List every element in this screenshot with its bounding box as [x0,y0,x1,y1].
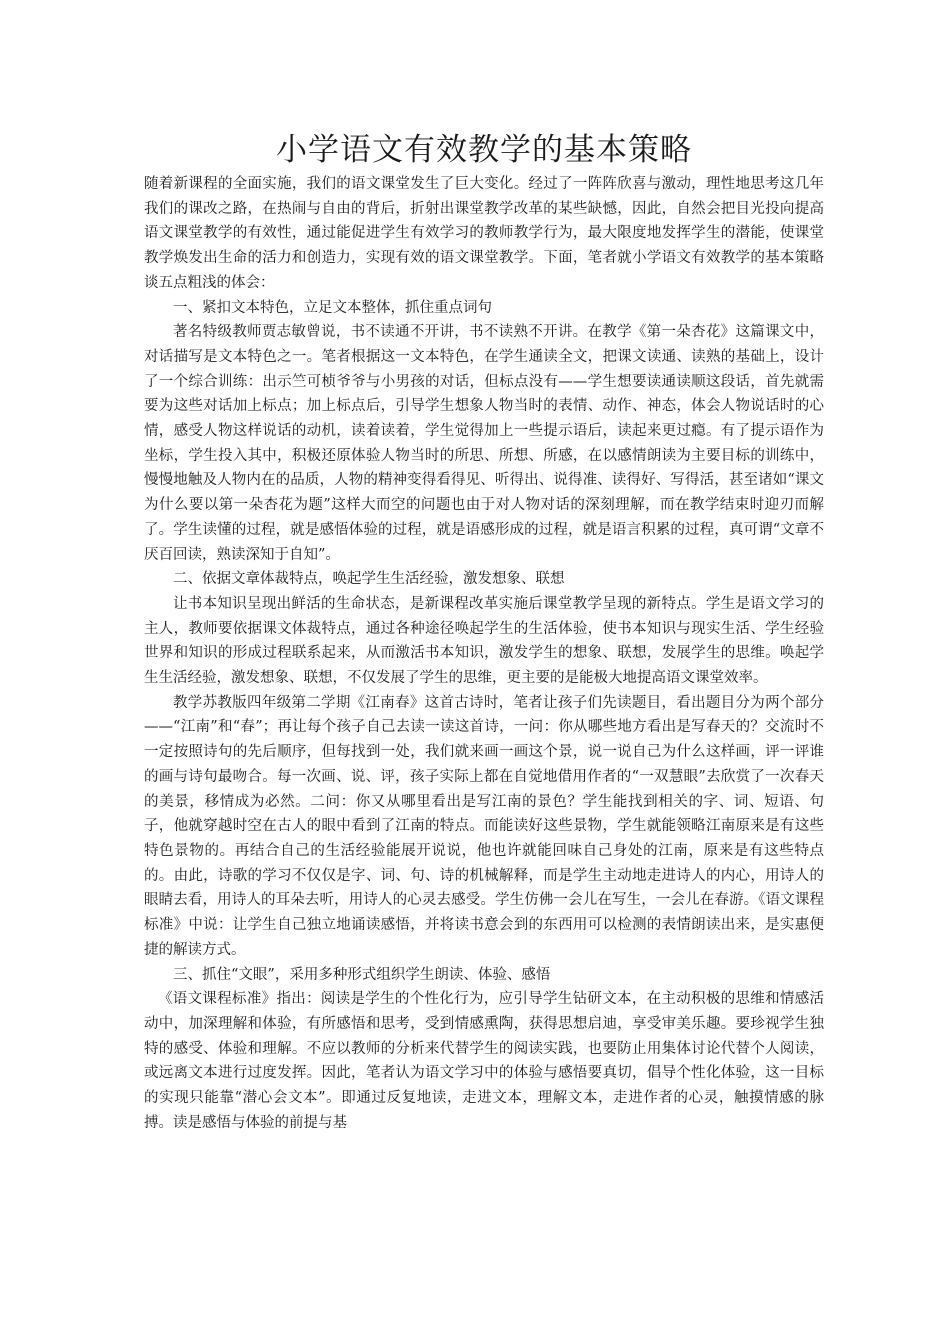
section1-paragraph: 著名特级教师贾志敏曾说，书不读通不开讲，书不读熟不开讲。在教学《第一朵杏花》这篇课文中，对话描写是文本特色之一。笔者根据这一文本特色，在学生通读全文，把课文读通、读熟的基础上，设计了一个综合训练：出示竺可桢爷爷与小男孩的对话，但标点没有——学生想要读通读顺这段话，首先就需要为这些对话加上标点；加上标点后，引导学生想象人物当时的表情、动作、神态，体会人物说话时的心情，感受人物这样说话的动机，读着读着，学生觉得加上一些提示语后，读起来更过瘾。有了提示语作为坐标，学生投入其中，积极还原体验人物当时的所思、所想、所感，在以感情朗读为主要目标的训练中，慢慢地触及人物内在的品质，人物的精神变得看得见、听得出、说得准、读得好、写得活，甚至诸如“课文为什么要以第一朵杏花为题”这样大而空的问题也由于对人物对话的深刻理解，而在教学结束时迎刃而解了。学生读懂的过程，就是感悟体验的过程，就是语感形成的过程，就是语言积累的过程，真可谓“文章不厌百回读，熟读深知于自知”。 [144,324,824,563]
section-heading-2: 二、依据文章体裁特点，唤起学生生活经验，激发想象、联想 [173,571,565,588]
section2-paragraph-1: 让书本知识呈现出鲜活的生命状态，是新课程改革实施后课堂教学呈现的新特点。学生是语文学习的主人，教师要依据课文体裁特点，通过各种途径唤起学生的生活体验，使书本知识与现实生活、学生经验世界和知识的形成过程联系起来，从而激活书本知识，激发学生的想象、联想，发展学生的思维。唤起学生生活经验，激发想象、联想，不仅发展了学生的思维，更主要的是能极大地提高语文课堂效率。 [144,595,824,687]
section-heading-3: 三、抓住“文眼”，采用多种形式组织学生朗读、体验、感悟 [173,966,551,983]
intro-paragraph: 随着新课程的全面实施，我们的语文课堂发生了巨大变化。经过了一阵阵欣喜与激动，理性地思考这几年我们的课改之路，在热闹与自由的背后，折射出课堂教学改革的某些缺憾，因此，自然会把目光投向提高语文课堂教学的有效性，通过能促进学生有效学习的教师教学行为，最大限度地发挥学生的潜能，使课堂教学焕发出生命的活力和创造力，实现有效的语文课堂教学。下面，笔者就小学语文有效教学的基本策略谈五点粗浅的体会： [144,176,824,291]
document-title: 小学语文有效教学的基本策略 [276,132,692,168]
section3-paragraph: 《语文课程标准》指出：阅读是学生的个性化行为，应引导学生钻研文本，在主动积极的思维和情感活动中，加深理解和体验，有所感悟和思考，受到情感熏陶，获得思想启迪，享受审美乐趣。要珍视学生独特的感受、体验和理解。不应以教师的分析来代替学生的阅读实践，也要防止用集体讨论代替个人阅读，或远离文本进行过度发挥。因此，笔者认为语文学习中的体验与感悟要真切，倡导个性化体验，这一目标的实现只能靠“潜心会文本”。即通过反复地读，走进文本，理解文本，走进作者的心灵，触摸情感的脉搏。读是感悟与体验的前提与基 [144,991,824,1131]
section-heading-1: 一、紧扣文本特色，立足文本整体，抓住重点词句 [173,299,492,316]
section2-paragraph-2: 教学苏教版四年级第二学期《江南春》这首古诗时，笔者让孩子们先读题目，看出题目分为两个部分——“江南”和“春”；再让每个孩子自己去读一读这首诗，一问：你从哪些地方看出是写春天的？交流时不一定按照诗句的先后顺序，但每找到一处，我们就来画一画这个景，说一说自己为什么这样画，评一评谁的画与诗句最吻合。每一次画、说、评，孩子实际上都在自觉地借用作者的“一双慧眼”去欣赏了一次春天的美景，移情成为必然。二问：你又从哪里看出是写江南的景色？学生能找到相关的字、词、短语、句子，他就穿越时空在古人的眼中看到了江南的特点。而能读好这些景物，学生就能领略江南原来是有这些特色景物的。再结合自己的生活经验能展开说说，他也许就能回味自己身处的江南，原来是有这些特点的。由此，诗歌的学习不仅仅是字、词、句、诗的机械解释，而是学生主动地走进诗人的内心，用诗人的眼睛去看，用诗人的耳朵去听，用诗人的心灵去感受。学生仿佛一会儿在写生，一会儿在春游。《语文课程标准》中说：让学生自己独立地诵读感悟，并将读书意会到的东西用可以检测的表情朗读出来，是实惠便捷的解读方式。 [144,694,824,958]
document-page [144,128,824,1135]
